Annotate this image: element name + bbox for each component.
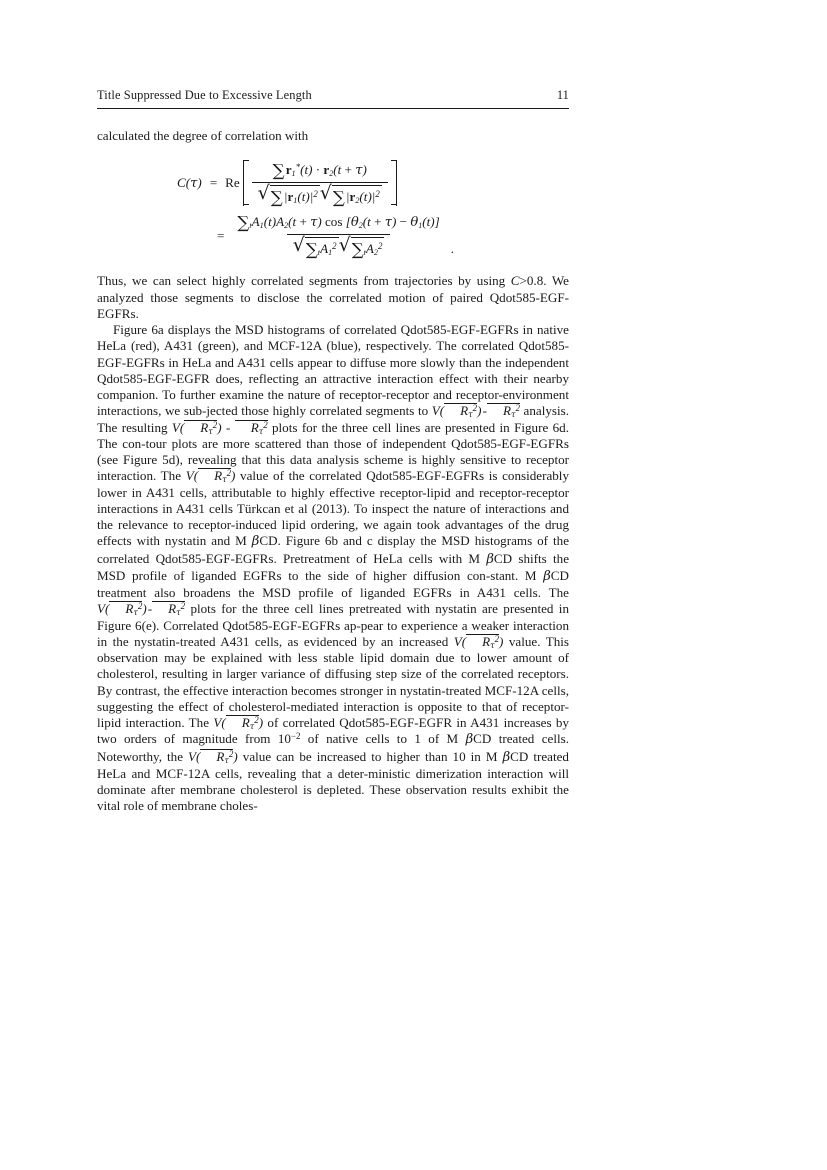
equation-lhs: C(τ) = Re <box>177 175 240 192</box>
equation-period: . <box>450 241 455 257</box>
lead-in-text: calculated the degree of correlation with <box>97 128 309 143</box>
fraction-2 <box>231 212 445 259</box>
p2-seg-14: CD treated HeLa and MCF-12A cells, revealing that a deter-ministic dimerization interaction will dominate after membrane cholesterol is depleted. These observation results exhibit the vital role of membrane choles- <box>97 748 569 814</box>
p1-symbol-C: C <box>510 273 520 289</box>
lead-in-paragraph <box>97 128 569 144</box>
p2-seg-2: analysis. The resulting <box>97 403 569 435</box>
p2-seg-3: plots for the three cell lines are presented in Figure 6d. The con-tour plots are more scattered than those of independent Qdot585-EGF-EGFRs (see Figure 5d), revealing that this data analysis scheme is highly sensitive to receptor interaction. The <box>97 419 569 484</box>
math-v-rtau-sq-b: V( $R_\tau^2) - R_\tau^2$ <box>171 419 268 436</box>
math-v-rtau-sq-g: V( $R_\tau^2$) <box>188 748 238 765</box>
p1-text-a: Thus, we can select highly correlated segments from trajectories by using <box>97 273 511 289</box>
math-v-rtau-sq-d: V( $R_\tau^2$) - $R_\tau^2$ <box>97 601 186 618</box>
p2-seg-6: CD shifts the MSD profile of liganded EGFRs to the side of higher diffusion con-stant. M <box>97 550 570 583</box>
math-ten-power: $10^{-2}$ <box>277 731 301 747</box>
p2-seg-7: CD treatment also broadens the MSD profile of liganded EGFRs in A431 cells. The <box>97 567 569 600</box>
running-head <box>97 88 569 109</box>
math-beta-3: β <box>543 568 551 584</box>
page-body <box>97 88 569 815</box>
p2-seg-8: plots for the three cell lines pretreated with nystatin are presented in Figure 6(e). Correlated Qdot585-EGF-EGFRs ap-pear to experience a weaker interaction in the nystatin-treated A431 cells, as evidenced by an increased <box>97 601 569 649</box>
p2-seg-4: value of the correlated Qdot585-EGF-EGFRs is considerably lower in A431 cells, attributable to highly effective receptor-lipid and receptor-receptor interactions in A431 cells Türkcan et al (2013). To inspect the nature of interactions and the relevance to receptor-induced lipid ordering, we again took advantages of the drug effects with nystatin and M <box>97 468 569 549</box>
fraction-1-denominator: √ ∑ $|r_1(t)|^2$ √ ∑ $|r_2(t)|^2$ <box>252 182 388 207</box>
math-v-rtau-sq-f: V( $R_\tau^2$) <box>213 715 264 731</box>
left-bracket-icon <box>240 160 249 206</box>
p2-seg-1: Figure 6a displays the MSD histograms of correlated Qdot585-EGF-EGFRs in native HeLa (red), A431 (green), and MCF-12A (blue), respectively. The correlated Qdot585-EGF-EGFRs in HeLa and A431 cells appear to diffuse more slowly than the independent Qdot585-EGF-EGFR does, reflecting an attractive interaction effect with their nearby companion. To further examine the nature of receptor-receptor and receptor-environment interactions, we sub-jected those highly correlated segments to <box>97 322 569 419</box>
p1-text-b: >0.8. We analyzed those segments to disclose the correlated motion of paired Qdot585-EGF-EGFRs. <box>97 273 569 321</box>
display-equation <box>97 160 569 259</box>
bracket-group-1 <box>240 160 400 206</box>
running-head-title: Title Suppressed Due to Excessive Length <box>97 88 312 102</box>
fraction-2-denominator: √ $\sum_tA_1^2$ √ $\sum_tA_2^2$ <box>287 234 391 259</box>
math-beta-4: β <box>465 732 474 748</box>
math-beta-2: β <box>486 551 494 567</box>
right-bracket-icon <box>391 160 400 206</box>
p2-seg-10: of correlated Qdot585-EGF-EGFR in A431 increases by two orders of magnitude from <box>97 715 569 747</box>
equation-equals-2: = <box>217 227 225 243</box>
equation-line-1 <box>97 160 569 206</box>
math-beta-5: β <box>502 749 511 765</box>
p2-seg-9: value. This observation may be explained with less stable lipid domain due to lower amount of cholesterol, resulting in larger variance of diffusing step size of the correlated receptors. By contrast, the effective interaction becomes stronger in nystatin-treated MCF-12A cells, suggesting the effect of cholesterol-mediated interaction is opposite to that of receptor-lipid interaction. The <box>97 633 569 730</box>
equation-line-2 <box>97 212 569 259</box>
fraction-1 <box>252 160 388 207</box>
page-number: 11 <box>556 88 569 102</box>
p2-seg-5: CD. Figure 6b and c display the MSD histograms of the correlated Qdot585-EGF-EGFRs. Pretreatment of HeLa cells with M <box>97 533 570 566</box>
math-beta-1: β <box>251 534 260 550</box>
paragraph-figure6 <box>97 322 569 815</box>
p2-seg-11: of native cells to 1 of M <box>300 731 466 747</box>
math-v-rtau-sq-e: V( $R_\tau^2$) <box>453 633 504 650</box>
fraction-1-numerator: ∑ $r_1^*(t) \cdot r_2(t + \tau)$ <box>272 159 367 180</box>
math-v-rtau-sq-c: V( $R_\tau^2$) <box>185 468 236 485</box>
math-v-rtau-sq-a: V( $R_\tau^2$) - $R_\tau^2$ <box>431 403 520 420</box>
fraction-2-numerator: $\sum_tA_1(t)A_2(t + \tau)$ $\cos [\theta_2(t + \tau) - \theta_1(t)]$ <box>237 212 440 233</box>
p2-seg-12: CD treated cells. Noteworthy, the <box>97 731 569 764</box>
p2-seg-13: value can be increased to higher than 10 in M <box>237 748 503 764</box>
paragraph-thus <box>97 273 569 322</box>
